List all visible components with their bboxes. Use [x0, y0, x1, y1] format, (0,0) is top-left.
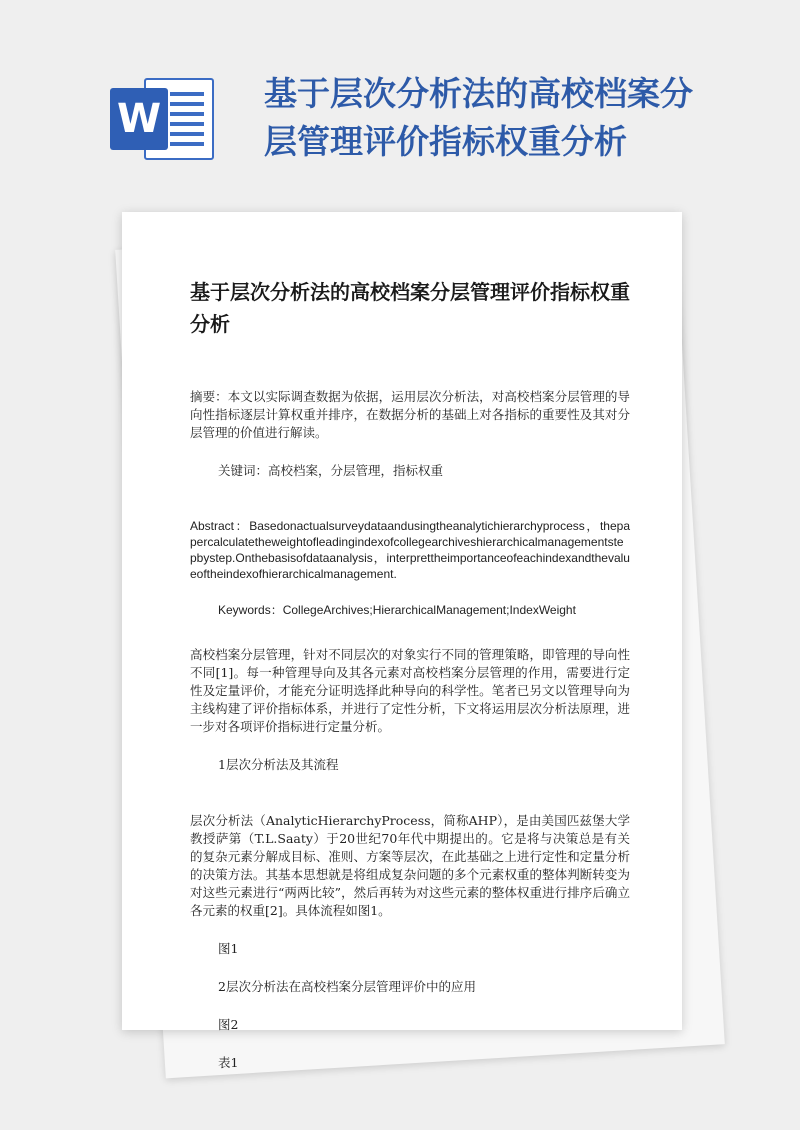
header-banner: [0, 0, 800, 200]
word-badge-icon: W: [110, 88, 168, 150]
section-1-body: 层次分析法（AnalyticHierarchyProcess，简称AHP），是由美国匹兹堡大学教授萨第（T.L.Saaty）于20世纪70年代中期提出的。它是将与决策总是有关的复杂元素分解成目标、准则、方案等层次，在此基础之上进行定性和定量分析的决策方法。其基本思想就是将组成复杂问题的多个元素权重的整体判断转变为对这些元素进行“两两比较”，然后再转为对这些元素的整体权重进行排序后确立各元素的权重[2]。具体流程如图1。: [190, 813, 630, 918]
section-1-heading: 1层次分析法及其流程: [218, 757, 339, 772]
table-1-caption: 表1: [218, 1055, 239, 1070]
word-document-icon: [110, 78, 214, 160]
figure-1-caption: 图1: [218, 941, 239, 956]
document-content: [190, 276, 630, 1072]
keywords-english: Keywords：CollegeArchives;HierarchicalManagement;IndexWeight: [218, 603, 576, 617]
intro-paragraph: 高校档案分层管理，针对不同层次的对象实行不同的管理策略，即管理的导向性不同[1]。每一种管理导向及其各元素对高校档案分层管理的作用，需要进行定性及定量评价，才能充分证明选择此种导向的科学性。笔者已另文以管理导向为主线构建了评价指标体系，并进行了定性分析，下文将运用层次分析法原理，进一步对各项评价指标进行定量分析。: [190, 647, 630, 734]
section-2-heading: 2层次分析法在高校档案分层管理评价中的应用: [218, 979, 476, 994]
abstract-chinese: 摘要：本文以实际调查数据为依据，运用层次分析法，对高校档案分层管理的导向性指标逐层计算权重并排序，在数据分析的基础上对各指标的重要性及其对分层管理的价值进行解读。: [190, 389, 630, 440]
keywords-chinese: 关键词：高校档案，分层管理，指标权重: [218, 463, 444, 478]
page-title: 基于层次分析法的高校档案分层管理评价指标权重分析: [264, 74, 693, 161]
document-title: 基于层次分析法的高校档案分层管理评价指标权重分析: [190, 280, 630, 336]
figure-2-caption: 图2: [218, 1017, 239, 1032]
abstract-english: Abstract：Basedonactualsurveydataandusingtheanalytichierarchyprocess，thepapercalculatetheweightofleadingindexofcollegearchiveshierarchicalmanagementstepbystep.Onthebasisofdataanalysis，interprettheimportanceofeachindexandthevalueoftheindexofhierarchicalmanagement.: [190, 519, 630, 581]
